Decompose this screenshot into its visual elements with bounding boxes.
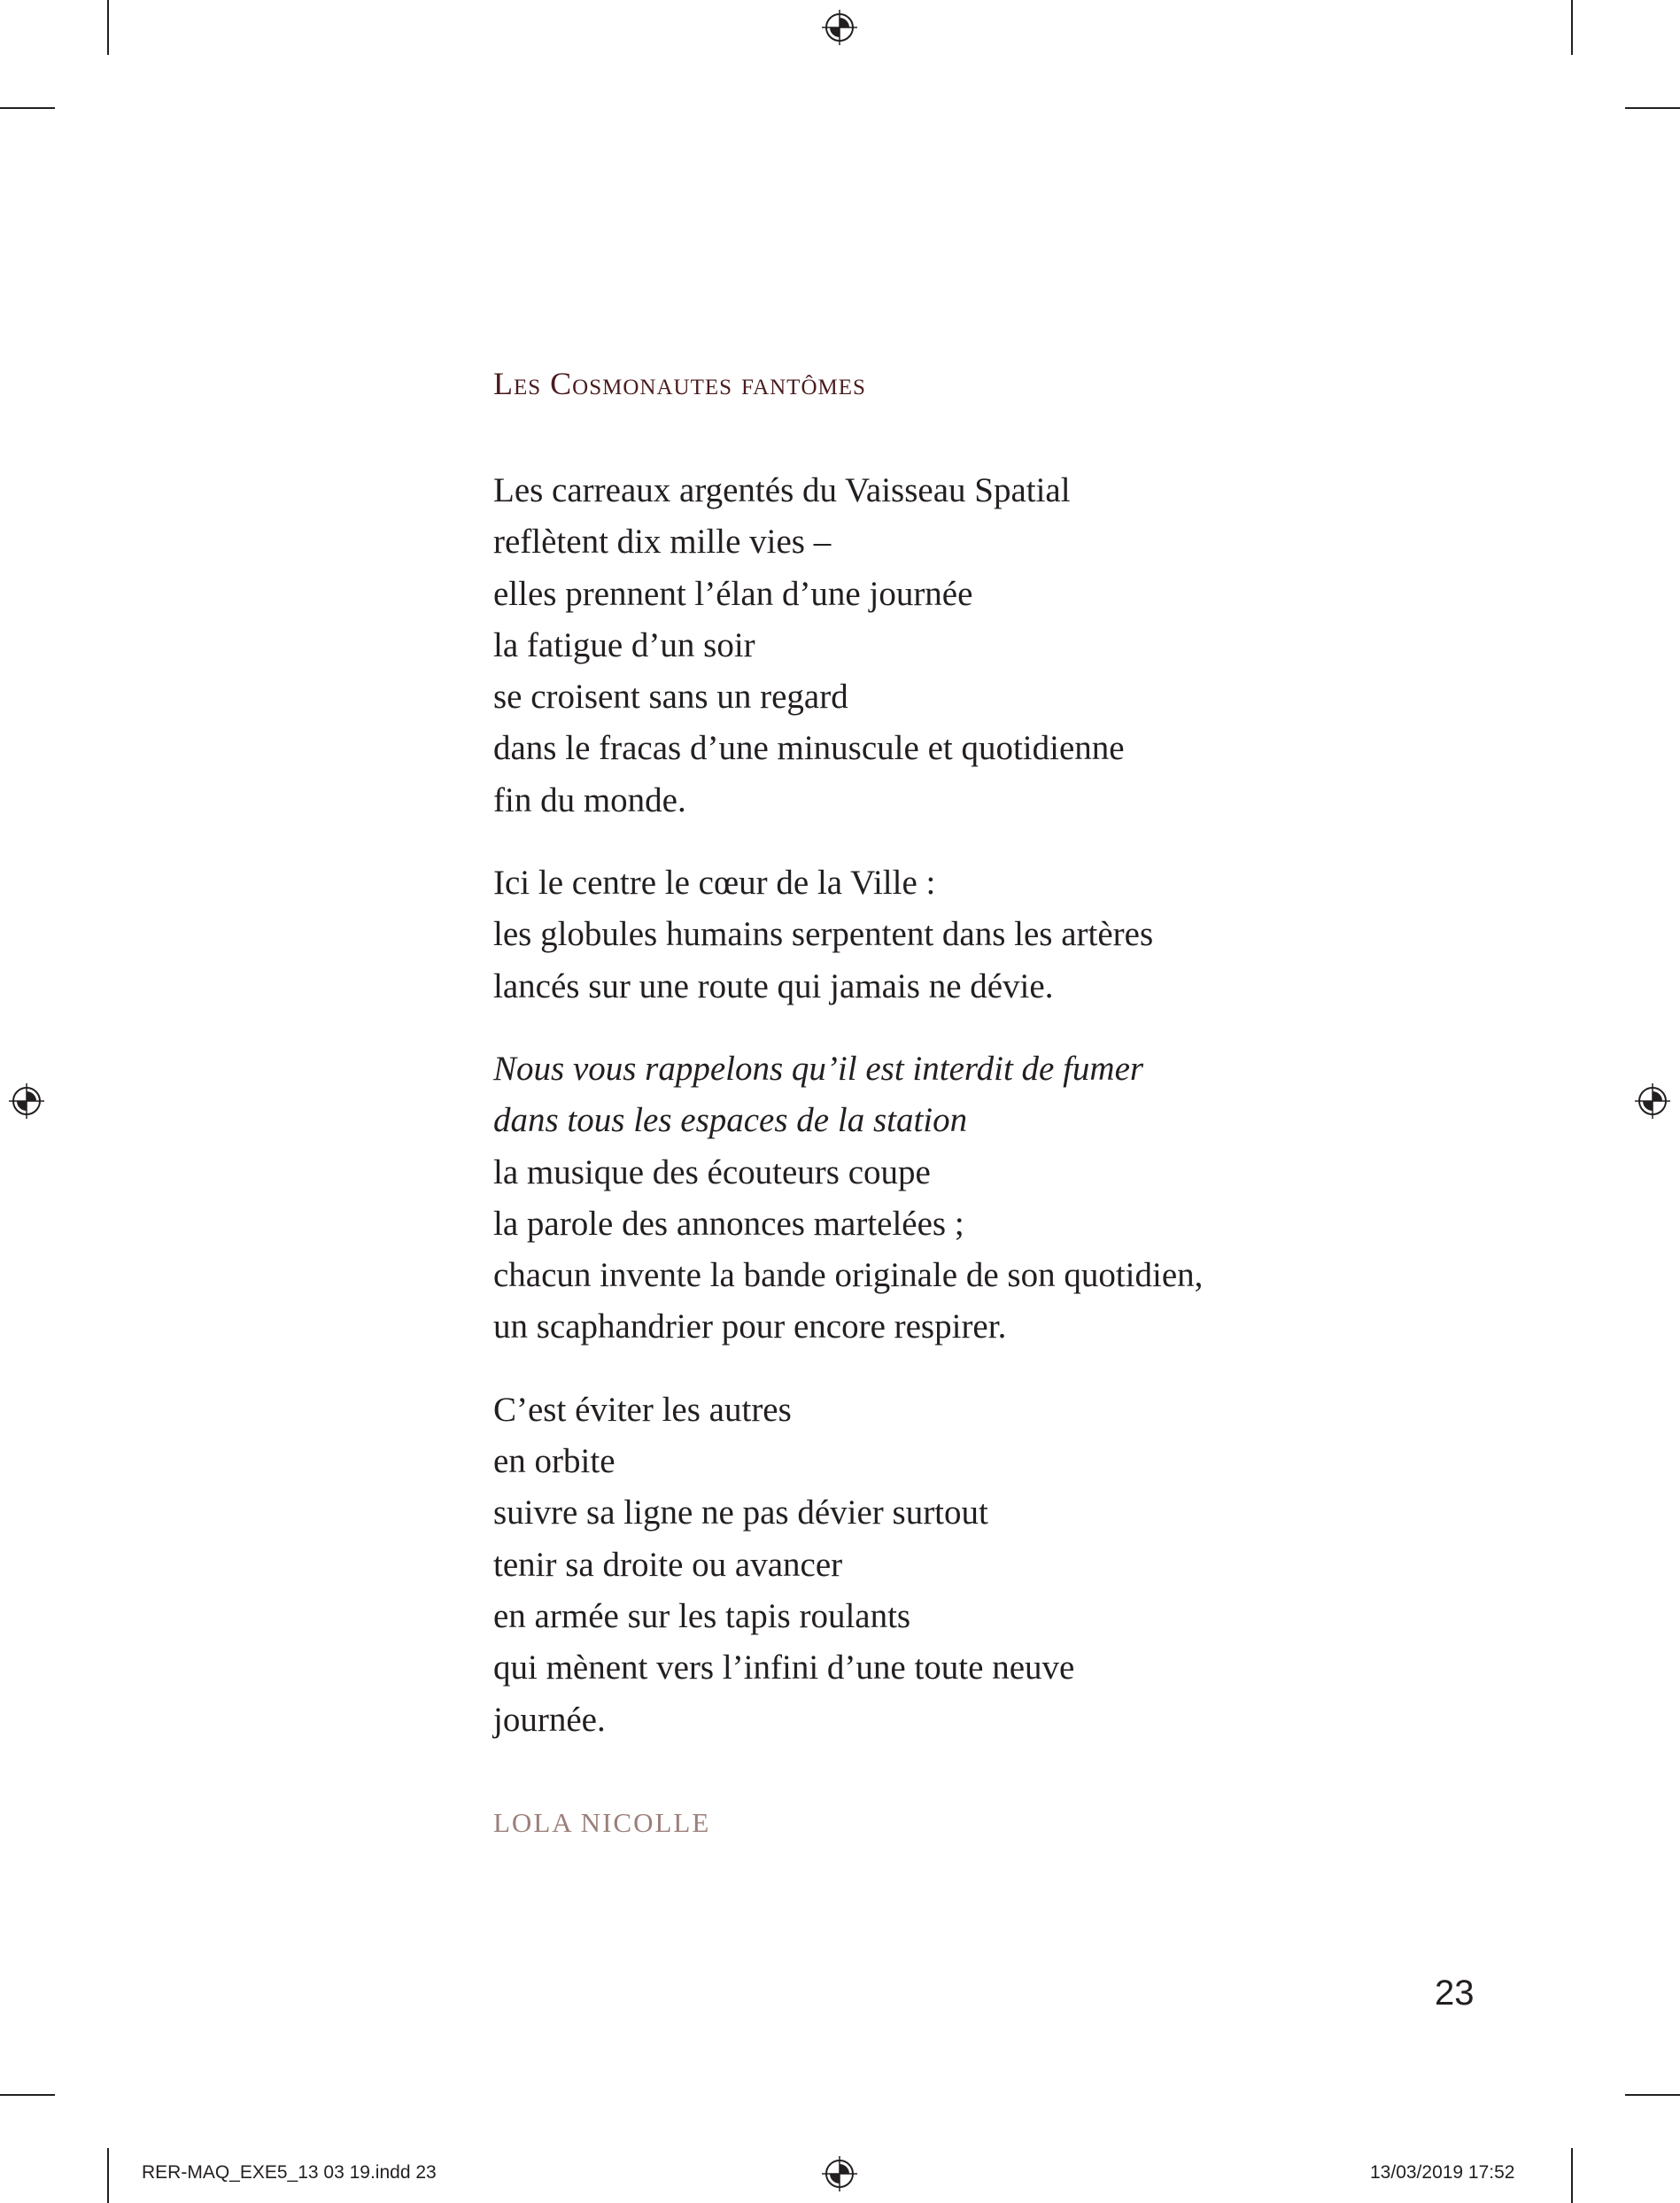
poem-line: les globules humains serpentent dans les artères [493, 915, 1154, 954]
poem-line: fin du monde. [493, 780, 686, 819]
poem-stanza [493, 465, 1379, 826]
poem-line: qui mènent vers l’infini d’une toute neuve [493, 1648, 1075, 1687]
poem-line: C’est éviter les autres [493, 1390, 792, 1429]
poem-line: un scaphandrier pour encore respirer. [493, 1307, 1007, 1346]
poem-line: la musique des écouteurs coupe [493, 1152, 931, 1191]
poem-line: en armée sur les tapis roulants [493, 1596, 911, 1635]
poem-stanza [493, 857, 1379, 1012]
crop-mark-icon [1625, 2094, 1680, 2096]
crop-mark-icon [0, 107, 55, 109]
poem-line: dans tous les espaces de la station [493, 1101, 968, 1140]
poem-line: en orbite [493, 1442, 615, 1481]
poem-line: chacun invente la bande originale de son quotidien, [493, 1256, 1204, 1295]
crop-mark-icon [0, 2094, 55, 2096]
registration-mark-icon [9, 1083, 44, 1119]
crop-mark-icon [107, 2148, 109, 2203]
poem-line: se croisent sans un regard [493, 678, 848, 717]
registration-mark-icon [822, 2156, 857, 2191]
crop-mark-icon [1571, 0, 1573, 55]
poem-line: la fatigue d’un soir [493, 625, 755, 664]
registration-mark-icon [822, 10, 857, 45]
crop-mark-icon [1571, 2148, 1573, 2203]
poem-line: journée. [493, 1700, 606, 1739]
poem-line: reflètent dix mille vies – [493, 523, 832, 562]
poem-body [493, 465, 1379, 1777]
poem-line: Ici le centre le cœur de la Ville : [493, 864, 936, 903]
poem-author: LOLA NICOLLE [493, 1807, 711, 1838]
poem-line: suivre sa ligne ne pas dévier surtout [493, 1493, 988, 1532]
poem-line: lancés sur une route qui jamais ne dévie. [493, 966, 1054, 1005]
slug-datetime: 13/03/2019 17:52 [1370, 2162, 1515, 2183]
poem-line: la parole des annonces martelées ; [493, 1204, 964, 1243]
page-number: 23 [1435, 1974, 1475, 2013]
slug-filename: RER-MAQ_EXE5_13 03 19.indd 23 [142, 2162, 437, 2183]
poem-line: Nous vous rappelons qu’il est interdit de fumer [493, 1049, 1144, 1088]
poem-title: Les Cosmonautes fantômes [493, 366, 866, 401]
crop-mark-icon [107, 0, 109, 55]
poem-line: elles prennent l’élan d’une journée [493, 574, 973, 613]
registration-mark-icon [1635, 1083, 1670, 1119]
crop-mark-icon [1625, 107, 1680, 109]
poem-line: tenir sa droite ou avancer [493, 1545, 843, 1584]
poem-stanza [493, 1385, 1379, 1746]
poem-stanza [493, 1043, 1379, 1354]
poem-line: Les carreaux argentés du Vaisseau Spatial [493, 471, 1071, 509]
poem-line: dans le fracas d’une minuscule et quotidienne [493, 729, 1125, 768]
